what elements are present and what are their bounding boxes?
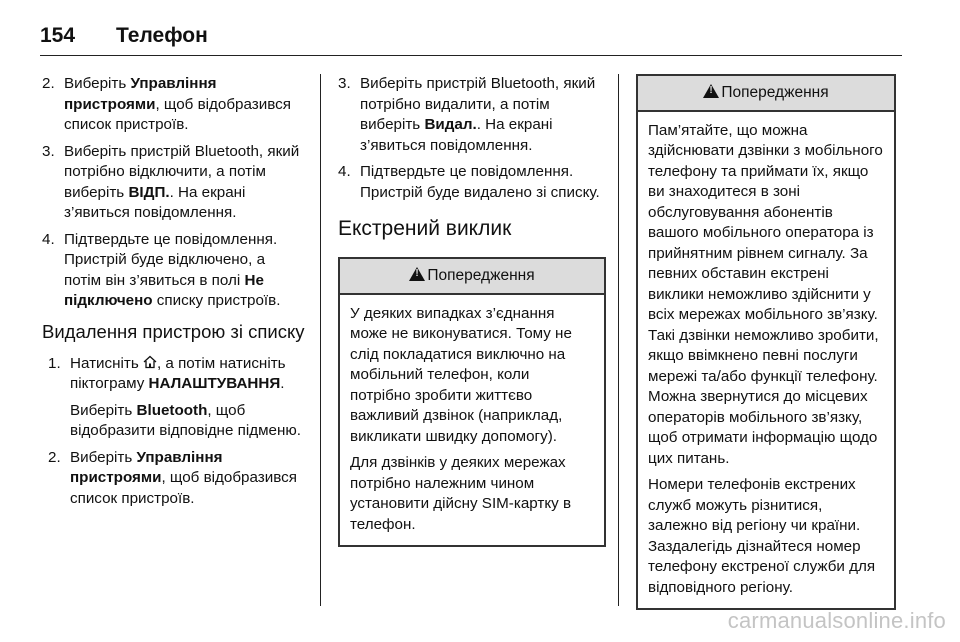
warning-header [340, 259, 604, 295]
home-icon [143, 355, 157, 369]
chapter-title: Телефон [116, 23, 208, 47]
step-text: Підтвердьте це повідомлення. Пристрій буде відключено, а потім він з’явиться в полі [64, 230, 278, 289]
step-number: 4. [338, 163, 351, 180]
step-item [42, 142, 306, 224]
step-number: 4. [42, 230, 55, 248]
step-item [48, 354, 306, 442]
warning-icon [409, 267, 425, 281]
step-list [338, 74, 606, 203]
step-text: Виберіть пристрій Bluetooth, який потрібно видалити, а потім виберіть [360, 75, 596, 133]
step-text: Підтвердьте це повідомлення. Пристрій буде видалено зі списку. [360, 163, 600, 201]
warning-paragraph: Номери телефонів екстрених служб можуть різнитися, залежно від регіону чи країни. Заздалегідь дізнайтеся номер телефону екстреної служби для відповідного регіону. [648, 476, 876, 596]
step-bold: Управління пристроями [64, 75, 217, 113]
step-item [48, 448, 306, 510]
step-text: , щоб відобразити відповідне підменю. [70, 401, 301, 439]
section-heading: Екстрений виклик [338, 217, 512, 240]
step-bold: Bluetooth [136, 401, 208, 419]
warning-paragraph: У деяких випадках з’єднання може не виконуватися. Тому не слід покладатися виключно на мобільний телефон, коли потрібно зробити життєво важливий дзвінок (наприклад, викликати швидку допомогу). [350, 304, 572, 445]
warning-box [636, 74, 896, 610]
column-divider [618, 74, 619, 606]
warning-icon [703, 84, 719, 98]
step-number: 1. [48, 354, 61, 372]
step-text: , щоб відобразився список пристроїв. [70, 469, 297, 507]
step-number: 3. [42, 142, 55, 160]
step-item [42, 230, 306, 312]
step-bold: НАЛАШТУВАННЯ [148, 375, 281, 392]
column-divider [320, 74, 321, 606]
step-text: Натисніть [70, 354, 143, 372]
step-bold: Управління пристроями [70, 448, 223, 486]
warning-box [338, 257, 606, 547]
step-text: Виберіть пристрій Bluetooth, який потрібно відключити, а потім виберіть [64, 142, 300, 201]
step-text: . На екрані з’явиться повідомлення. [360, 116, 553, 154]
warning-title: Попередження [427, 267, 535, 284]
step-subtext [70, 401, 306, 442]
step-number: 2. [42, 75, 55, 92]
step-bold: Видал. [424, 116, 477, 133]
warning-paragraph: Для дзвінків у деяких мережах потрібно належним чином установити дійсну SIM-картку в телефон. [350, 454, 572, 533]
warning-body [638, 112, 894, 609]
step-text: . [280, 375, 285, 392]
watermark: carmanualsonline.info [727, 608, 946, 633]
page-number: 154 [40, 23, 76, 47]
warning-paragraph: Пам’ятайте, що можна здійснювати дзвінки з мобільного телефону та приймати їх, якщо ви знаходитеся в зоні обслуговування абонентів вашого мобільного оператора із прийнятним рівнем сигналу. За певних обставин екстрені виклики неможливо здійснити у всіх мережах мобільного зв’язку. Такі дзвінки неможливо зробити, якщо ввімкнено певні послуги мережі та/або функції телефону. Можна звернутися до місцевих операторів мобільного зв’язку, щоб отримати інформацію щодо цих питань. [648, 121, 883, 467]
step-item [338, 162, 606, 203]
step-list [48, 354, 306, 510]
step-bold: ВІДП. [128, 183, 170, 201]
section-heading: Видалення пристрою зі списку [42, 320, 305, 342]
step-text: , щоб відобразився список пристроїв. [64, 95, 291, 133]
step-item [42, 74, 306, 136]
warning-header [638, 76, 894, 112]
step-text: Виберіть [64, 75, 131, 92]
column-2 [338, 74, 606, 547]
step-bold: Не підключено [64, 271, 264, 309]
warning-body [340, 295, 604, 546]
column-1 [42, 74, 306, 515]
page-header [40, 16, 902, 56]
step-list [42, 74, 306, 312]
warning-title: Попередження [721, 84, 829, 101]
step-text: списку пристроїв. [152, 292, 281, 309]
step-number: 2. [48, 448, 61, 466]
step-text: Виберіть [70, 401, 137, 419]
step-text: , а потім натисніть піктограму [70, 354, 286, 392]
step-number: 3. [338, 75, 351, 92]
step-item [338, 74, 606, 156]
step-text: . На екрані з’явиться повідомлення. [64, 183, 246, 221]
column-3 [636, 74, 896, 610]
step-text: Виберіть [70, 448, 137, 466]
